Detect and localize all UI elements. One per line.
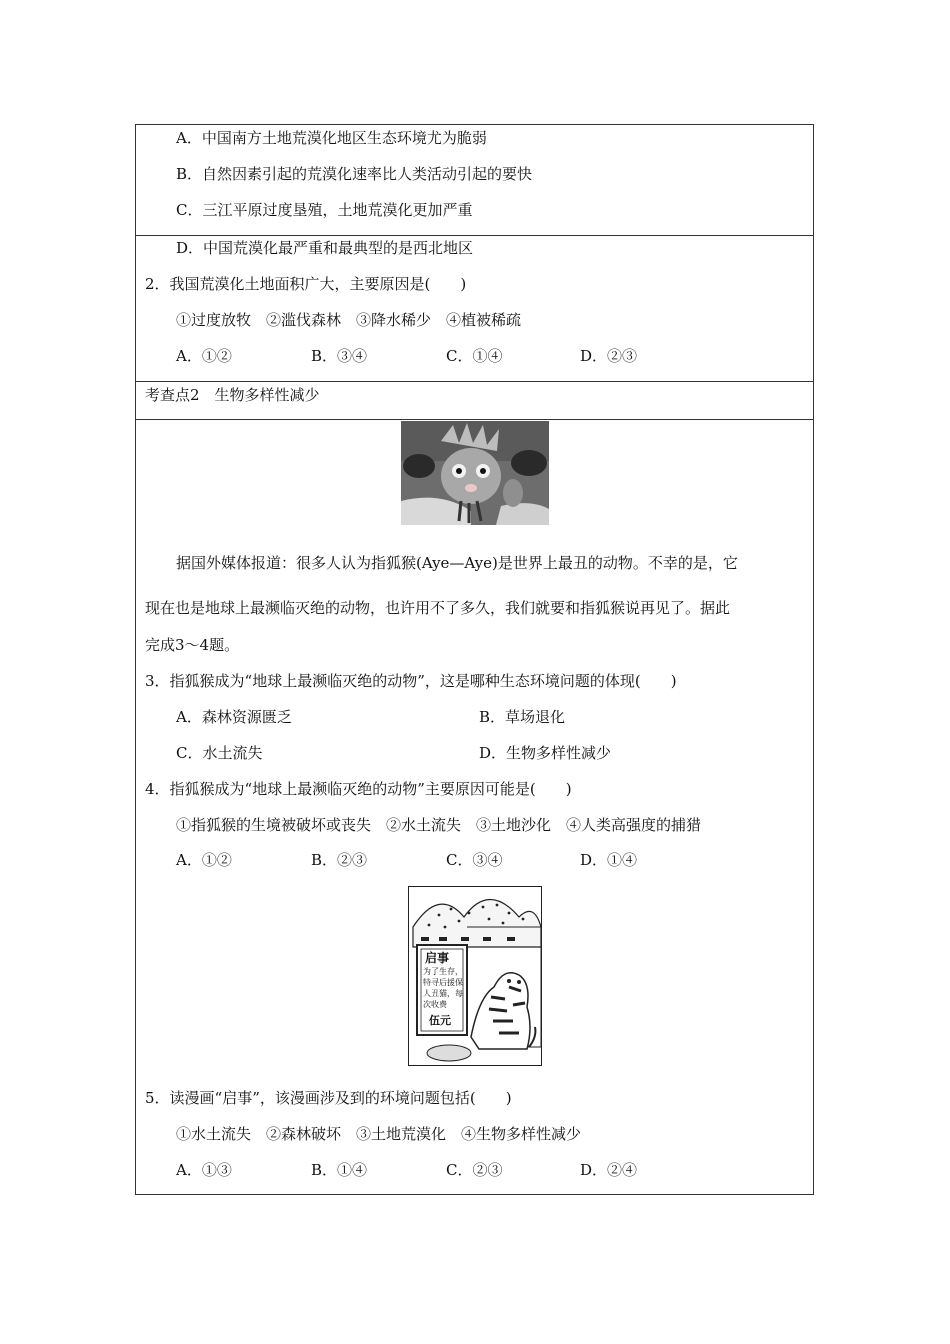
q5-items: ①水土流失 ②森林破坏 ③土地荒漠化 ④生物多样性减少 [176,1125,582,1143]
notice-cartoon [408,886,542,1066]
q2-items: ①过度放牧 ②滥伐森林 ③降水稀少 ④植被稀疏 [176,311,522,329]
row-divider [136,235,813,236]
notice-body-line: 特寻后援保 [423,978,463,987]
notice-title: 启事 [425,951,450,965]
q1-option-b: B．自然因素引起的荒漠化速率比人类活动引起的要快 [176,165,533,183]
q5-option-a: A．①③ [176,1161,232,1179]
section-title: 考查点2 生物多样性减少 [145,386,320,404]
q3-stem: 3．指狐猴成为“地球上最濒临灭绝的动物”，这是哪种生态环境问题的体现( ) [145,672,677,690]
passage-line-1: 据国外媒体报道：很多人认为指狐猴(Aye—Aye)是世界上最丑的动物。不幸的是，它 [176,554,738,572]
q4-option-c: C．③④ [446,851,503,869]
q5-stem: 5．读漫画“启事”，该漫画涉及到的环境问题包括( ) [145,1089,512,1107]
q5-option-d: D．②④ [580,1161,638,1179]
q3-option-a: A．森林资源匮乏 [176,708,292,726]
q3-option-d: D．生物多样性减少 [479,744,612,762]
q2-option-b: B．③④ [311,347,368,365]
aye-aye-illustration [401,421,549,525]
passage-line-3: 完成3～4题。 [145,636,240,654]
row-divider [136,419,813,420]
q2-option-a: A．①② [176,347,232,365]
exercise-table [135,124,814,1195]
notice-body-line: 人丑猫，每 [423,989,463,998]
notice-body-line: 次收费 [423,1000,447,1009]
aye-aye-photo [401,421,549,525]
q5-option-b: B．①④ [311,1161,368,1179]
q1-option-a: A．中国南方土地荒漠化地区生态环境尤为脆弱 [176,129,487,147]
q1-option-c: C．三江平原过度垦殖，土地荒漠化更加严重 [176,201,473,219]
q2-option-c: C．①④ [446,347,503,365]
q3-option-b: B．草场退化 [479,708,566,726]
q3-option-c: C．水土流失 [176,744,263,762]
q1-option-d: D．中国荒漠化最严重和最典型的是西北地区 [176,239,474,257]
q4-items: ①指狐猴的生境被破坏或丧失 ②水土流失 ③土地沙化 ④人类高强度的捕猎 [176,816,702,834]
row-divider [136,381,813,382]
q2-option-d: D．②③ [580,347,638,365]
q4-option-a: A．①② [176,851,232,869]
q5-option-c: C．②③ [446,1161,503,1179]
q2-stem: 2．我国荒漠化土地面积广大，主要原因是( ) [145,275,467,293]
q4-option-b: B．②③ [311,851,368,869]
q4-stem: 4．指狐猴成为“地球上最濒临灭绝的动物”主要原因可能是( ) [145,780,572,798]
q4-option-d: D．①④ [580,851,638,869]
notice-body-line: 为了生存， [423,967,463,976]
notice-price: 伍元 [429,1014,451,1027]
passage-line-2: 现在也是地球上最濒临灭绝的动物，也许用不了多久，我们就要和指狐猴说再见了。据此 [145,599,731,617]
